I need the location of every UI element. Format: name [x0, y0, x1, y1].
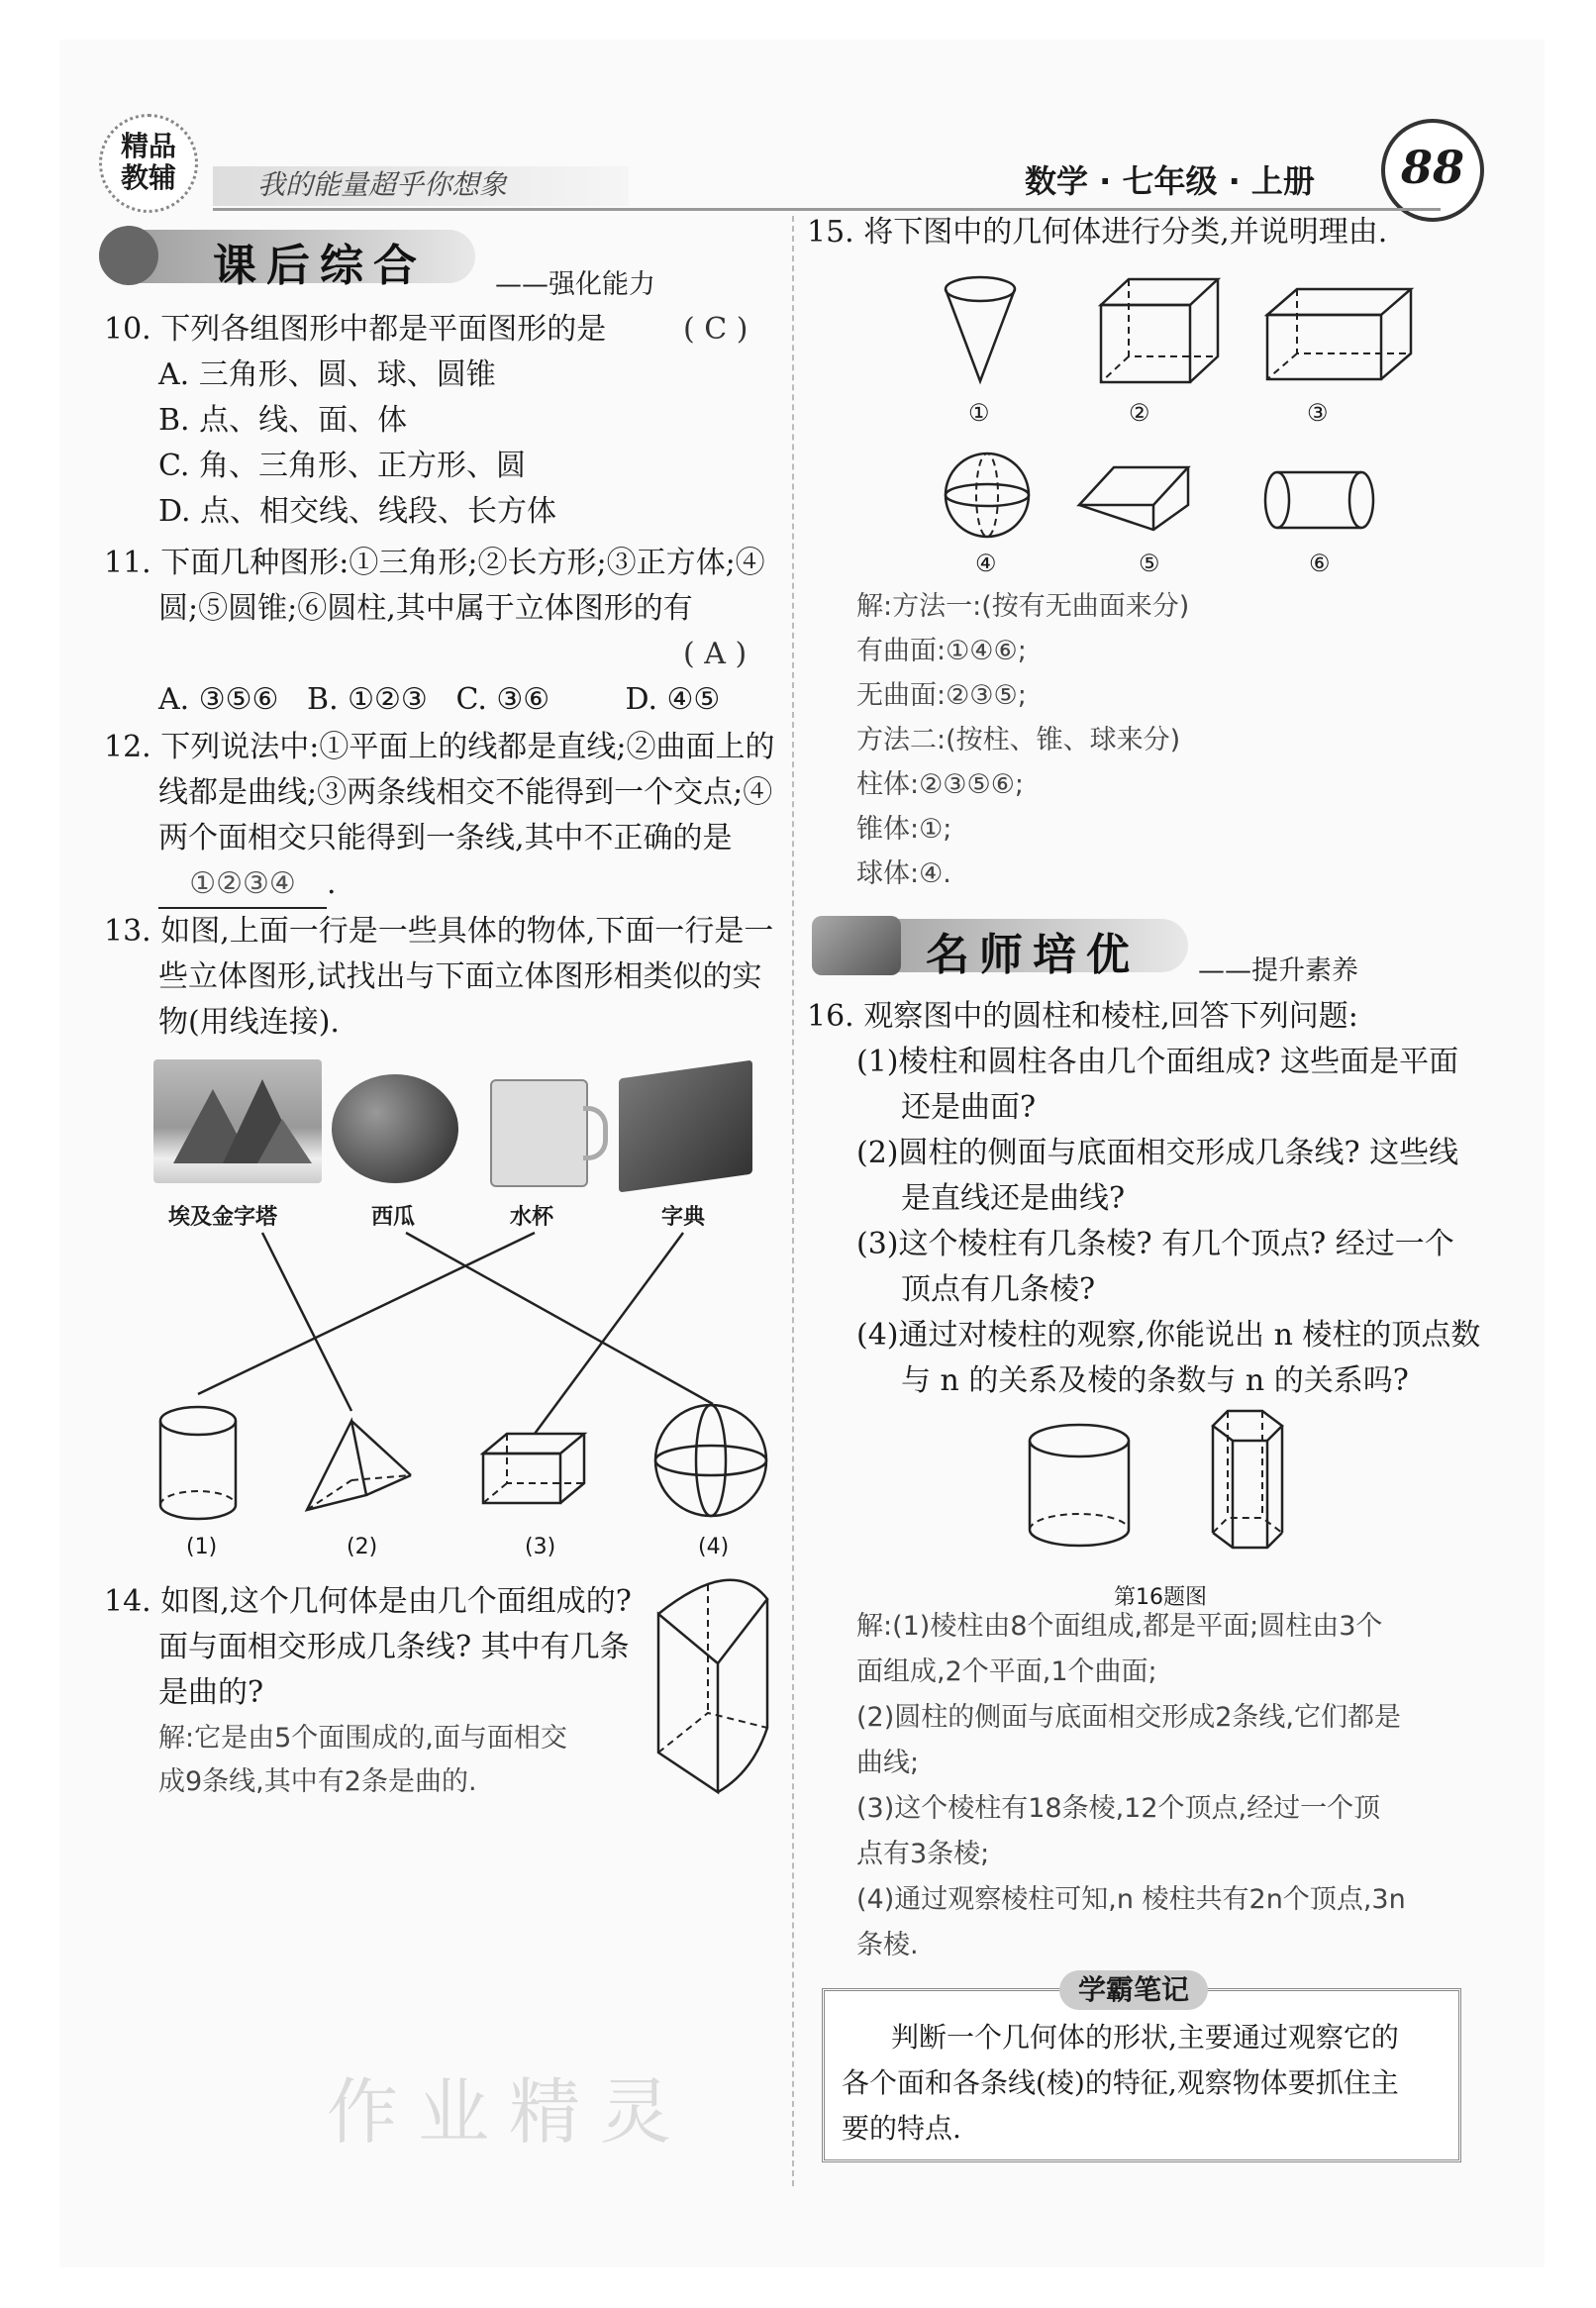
q12-end: . — [327, 866, 337, 901]
q16-part-4a: (4)通过对棱柱的观察,你能说出 n 棱柱的顶点数 — [856, 1318, 1481, 1353]
shape-label-2: (2) — [347, 1535, 378, 1559]
study-note-tag: 学霸笔记 — [1059, 1970, 1208, 2010]
q13-line1: 13. 如图,上面一行是一些具体的物体,下面一行是一 — [104, 914, 774, 949]
section-title: 名师培优 — [926, 930, 1140, 980]
q15-solution-7: 球体:④. — [856, 858, 951, 889]
q16-solution-3: (2)圆柱的侧面与底面相交形成2条线,它们都是 — [856, 1702, 1402, 1733]
q13-line3: 物(用线连接). — [158, 1005, 340, 1040]
q11-line2: 圆;⑤圆锥;⑥圆柱,其中属于立体图形的有 — [158, 591, 693, 626]
q15-label-5: ⑤ — [1139, 550, 1160, 577]
section-subtitle: ——强化能力 — [495, 269, 655, 300]
q16-solution-8: 条棱. — [856, 1930, 919, 1960]
object-label-dictionary: 字典 — [661, 1205, 706, 1230]
q15-label-1: ① — [968, 399, 990, 427]
q15-label-3: ③ — [1307, 399, 1329, 427]
q14-line3: 是曲的? — [158, 1675, 264, 1710]
section-title: 课后综合 — [213, 241, 427, 291]
study-note-line1: 判断一个几何体的形状,主要通过观察它的 — [891, 2021, 1399, 2054]
shape-label-3: (3) — [525, 1535, 556, 1559]
q16-part-3b: 顶点有几条棱? — [901, 1272, 1096, 1307]
q15-label-6: ⑥ — [1309, 550, 1331, 577]
q14-line2: 面与面相交形成几条线? 其中有几条 — [158, 1630, 630, 1664]
q12-line2: 线都是曲线;③两条线相交不能得到一个交点;④ — [158, 775, 773, 810]
q11-answer: ( A ) — [683, 637, 748, 671]
shape-label-1: (1) — [186, 1535, 218, 1559]
q11-options: A. ③⑤⑥ B. ①②③ C. ③⑥ D. ④⑤ — [158, 682, 721, 717]
q15-solution-1: 解:方法一:(按有无曲面来分) — [856, 591, 1190, 622]
badge-text: 精品 教辅 — [120, 130, 176, 194]
q11-line1: 11. 下面几种图形:①三角形;②长方形;③正方体;④ — [104, 546, 765, 580]
q14-solution-line2: 成9条线,其中有2条是曲的. — [158, 1766, 477, 1797]
q15-solution-5: 柱体:②③⑤⑥; — [856, 769, 1025, 800]
study-note-line2: 各个面和各条线(棱)的特征,观察物体要抓住主 — [842, 2066, 1399, 2099]
page-number: 88 — [1381, 119, 1484, 222]
q16-solution-5: (3)这个棱柱有18条棱,12个顶点,经过一个顶 — [856, 1793, 1381, 1824]
q16-part-2b: 是直线还是曲线? — [901, 1181, 1126, 1216]
q10-answer: ( C ) — [683, 312, 748, 347]
object-label-pyramid: 埃及金字塔 — [168, 1205, 278, 1230]
q16-part-1a: (1)棱柱和圆柱各由几个面组成? 这些面是平面 — [856, 1045, 1459, 1079]
hexagonal-prism-shape — [1213, 1411, 1282, 1548]
q15-solution-4: 方法二:(按柱、锥、球来分) — [856, 725, 1181, 755]
q16-part-3a: (3)这个棱柱有几条棱? 有几个顶点? 经过一个 — [856, 1227, 1454, 1261]
q16-solution-6: 点有3条棱; — [856, 1839, 990, 1869]
q13-line2: 些立体图形,试找出与下面立体图形相类似的实 — [158, 959, 762, 994]
q15-solution-2: 有曲面:①④⑥; — [856, 636, 1027, 666]
shape-label-4: (4) — [698, 1535, 730, 1559]
q16-solution-1: 解:(1)棱柱由8个面组成,都是平面;圆柱由3个 — [856, 1611, 1383, 1642]
q15-stem: 15. 将下图中的几何体进行分类,并说明理由. — [807, 215, 1388, 250]
q12-line1: 12. 下列说法中:①平面上的线都是直线;②曲面上的 — [104, 730, 775, 764]
q10-option-d: D. 点、相交线、线段、长方体 — [158, 494, 557, 529]
cylinder-shape-q16 — [1030, 1425, 1129, 1546]
q15-label-2: ② — [1129, 399, 1150, 427]
q16-solution-7: (4)通过观察棱柱可知,n 棱柱共有2n个顶点,3n — [856, 1884, 1406, 1915]
q10-option-a: A. 三角形、圆、球、圆锥 — [158, 357, 496, 392]
q16-stem: 16. 观察图中的圆柱和棱柱,回答下列问题: — [807, 999, 1358, 1034]
q16-part-4b: 与 n 的关系及棱的条数与 n 的关系吗? — [901, 1363, 1409, 1398]
section-subtitle: ——提升素养 — [1198, 955, 1358, 986]
q10-option-c: C. 角、三角形、正方形、圆 — [158, 449, 526, 483]
q14-line1: 14. 如图,这个几何体是由几个面组成的? — [104, 1584, 632, 1619]
q14-solution-line1: 解:它是由5个面围成的,面与面相交 — [158, 1723, 567, 1754]
q15-label-4: ④ — [975, 550, 997, 577]
q12-line3: 两个面相交只能得到一条线,其中不正确的是 — [158, 821, 733, 855]
book-title: 数学 · 七年级 · 上册 — [1025, 162, 1315, 200]
q16-solution-4: 曲线; — [856, 1748, 920, 1778]
watermark: 作业精灵 — [327, 2070, 692, 2154]
q10-option-b: B. 点、线、面、体 — [158, 403, 408, 438]
q16-part-2a: (2)圆柱的侧面与底面相交形成几条线? 这些线 — [856, 1136, 1459, 1170]
slogan: 我的能量超乎你想象 — [257, 168, 508, 201]
q16-figure-caption: 第16题图 — [1114, 1585, 1207, 1610]
q12-answer: ①②③④ — [158, 861, 327, 909]
q10-stem: 10. 下列各组图形中都是平面图形的是 — [104, 312, 607, 347]
q16-part-1b: 还是曲面? — [901, 1090, 1037, 1125]
object-label-cup: 水杯 — [510, 1205, 554, 1230]
q16-solution-2: 面组成,2个平面,1个曲面; — [856, 1656, 1157, 1687]
object-label-watermelon: 西瓜 — [371, 1205, 416, 1230]
q15-solution-3: 无曲面:②③⑤; — [856, 680, 1027, 711]
study-note-line3: 要的特点. — [842, 2112, 961, 2145]
q15-solution-6: 锥体:①; — [856, 814, 952, 845]
